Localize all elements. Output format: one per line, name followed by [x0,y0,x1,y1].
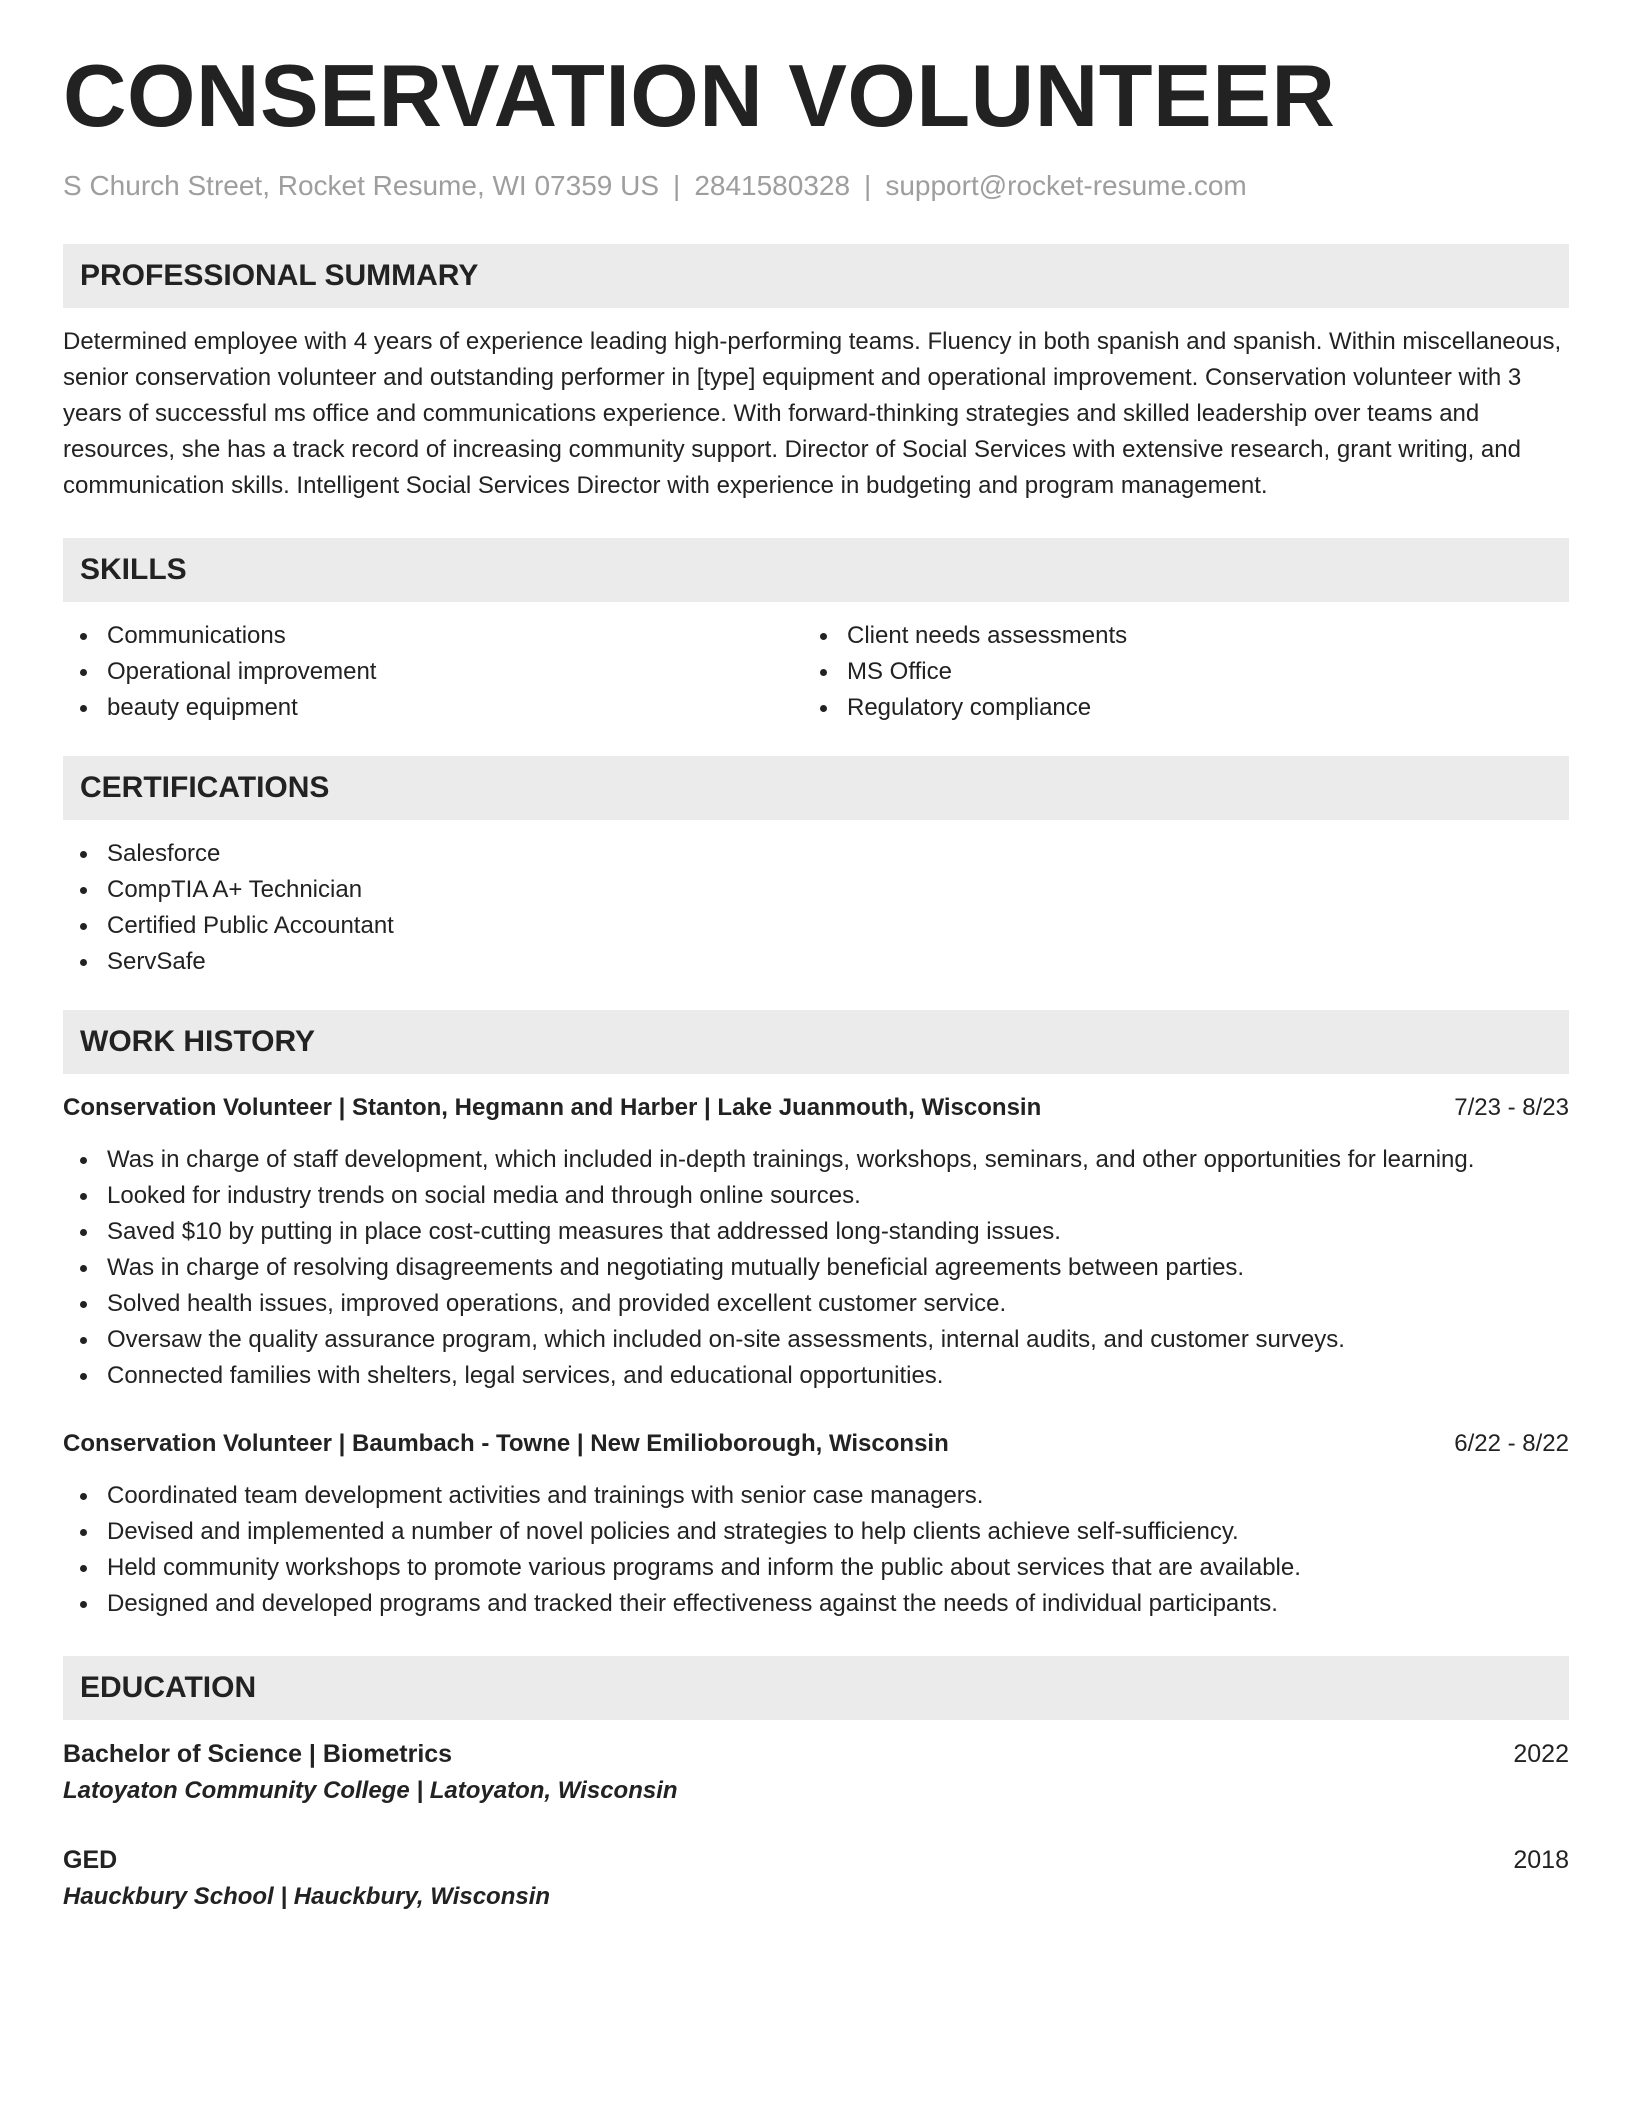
education-entry [63,1736,1569,1810]
section-heading-work-history: WORK HISTORY [63,1010,1569,1074]
skill-item: MS Office [803,654,1543,690]
education-header [63,1842,1569,1878]
job-bullet: Was in charge of resolving disagreements and negotiating mutually beneficial agreements between parties. [63,1250,1569,1286]
contact-separator: | [864,170,872,201]
job-header [63,1090,1569,1126]
education-entry [63,1842,1569,1916]
job-bullet: Was in charge of staff development, which included in-depth trainings, workshops, seminars, and other opportunities for learning. [63,1142,1569,1178]
job-bullet: Held community workshops to promote various programs and inform the public about services that are available. [63,1550,1569,1586]
certification-item: Certified Public Accountant [63,908,1569,944]
job-entry [63,1090,1569,1394]
contact-line [63,170,1569,202]
job-header [63,1426,1569,1462]
candidate-name: CONSERVATION VOLUNTEER [63,46,1336,145]
contact-address: S Church Street, Rocket Resume, WI 07359 US [63,170,660,201]
job-title: Conservation Volunteer | Stanton, Hegmann and Harber | Lake Juanmouth, Wisconsin [63,1094,1042,1121]
job-bullet: Connected families with shelters, legal services, and educational opportunities. [63,1358,1569,1394]
education-degree: GED [63,1846,118,1874]
job-bullets [63,1478,1569,1622]
certifications-list [63,836,1569,980]
contact-separator: | [673,170,681,201]
job-bullet: Looked for industry trends on social media and through online sources. [63,1178,1569,1214]
skill-item: Operational improvement [63,654,803,690]
contact-email: support@rocket-resume.com [885,170,1247,201]
summary-paragraph: Determined employee with 4 years of experience leading high-performing teams. Fluency in both spanish and spanish. Within miscellaneous, senior conservation volunteer and outstanding performer in [type] equipment and operational improvement. Conservation volunteer with 3 years of successful ms office and communications experience. With forward-thinking strategies and skilled leadership over teams and resources, she has a track record of increasing community support. Director of Social Services with extensive research, grant writing, and communication skills. Intelligent Social Services Director with experience in budgeting and program management. [63,328,1562,499]
job-bullet: Designed and developed programs and tracked their effectiveness against the needs of individual participants. [63,1586,1569,1622]
skills-list [63,618,1569,726]
job-title: Conservation Volunteer | Baumbach - Towne | New Emilioborough, Wisconsin [63,1430,949,1457]
job-dates: 7/23 - 8/23 [1454,1094,1569,1121]
education-year: 2018 [1513,1846,1569,1874]
certification-item: CompTIA A+ Technician [63,872,1569,908]
education-school: Hauckbury School | Hauckbury, Wisconsin [63,1883,551,1910]
job-bullet: Coordinated team development activities and trainings with senior case managers. [63,1478,1569,1514]
certification-item: ServSafe [63,944,1569,980]
job-bullets [63,1142,1569,1394]
education-school: Latoyaton Community College | Latoyaton, Wisconsin [63,1777,678,1804]
education-header [63,1736,1569,1772]
certification-item: Salesforce [63,836,1569,872]
job-bullet: Oversaw the quality assurance program, which included on-site assessments, internal audits, and customer surveys. [63,1322,1569,1358]
skill-item: beauty equipment [63,690,803,726]
education-year: 2022 [1513,1740,1569,1768]
job-bullet: Solved health issues, improved operations, and provided excellent customer service. [63,1286,1569,1322]
skill-item: Client needs assessments [803,618,1543,654]
education-degree: Bachelor of Science | Biometrics [63,1740,453,1768]
job-bullet: Devised and implemented a number of novel policies and strategies to help clients achieve self-sufficiency. [63,1514,1569,1550]
skills-column-right [803,618,1543,726]
contact-phone: 2841580328 [694,170,851,201]
section-heading-skills: SKILLS [63,538,1569,602]
job-dates: 6/22 - 8/22 [1454,1430,1569,1457]
section-heading-summary: PROFESSIONAL SUMMARY [63,244,1569,308]
skills-column-left [63,618,803,726]
job-bullet: Saved $10 by putting in place cost-cutting measures that addressed long-standing issues. [63,1214,1569,1250]
job-entry [63,1426,1569,1622]
skill-item: Regulatory compliance [803,690,1543,726]
skill-item: Communications [63,618,803,654]
section-heading-education: EDUCATION [63,1656,1569,1720]
section-heading-certifications: CERTIFICATIONS [63,756,1569,820]
